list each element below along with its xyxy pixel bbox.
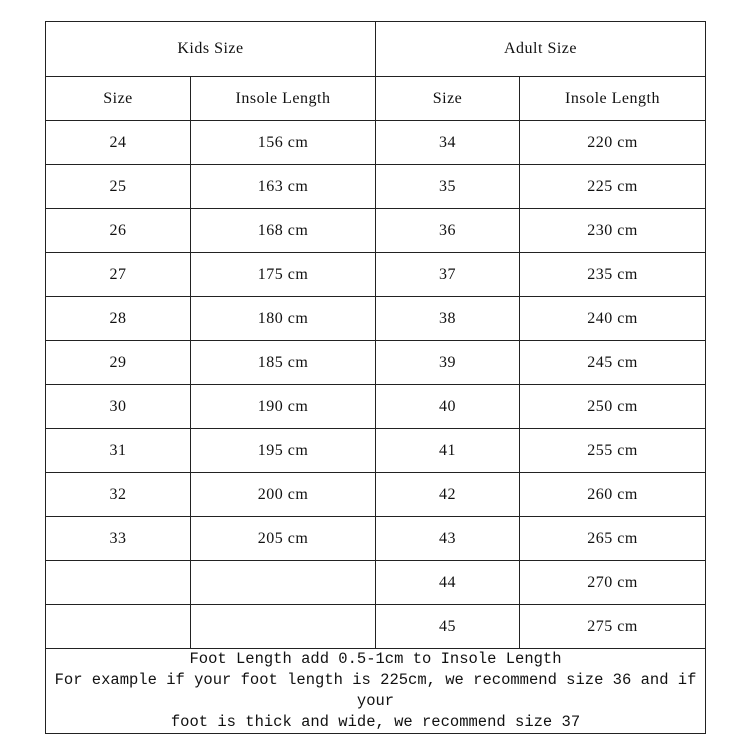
adult-size-cell: 45 [376,605,520,649]
table-row [46,561,706,605]
kids-size-cell: 25 [46,165,191,209]
kids-insole-cell: 175 cm [191,253,376,297]
kids-size-cell: 29 [46,341,191,385]
table-row [46,517,706,561]
adult-size-cell: 35 [376,165,520,209]
table-row [46,121,706,165]
kids-size-cell: 31 [46,429,191,473]
table-row [46,341,706,385]
adult-insole-cell: 230 cm [520,209,706,253]
kids-size-column-header: Size [46,77,191,121]
table-row [46,385,706,429]
table-row [46,209,706,253]
adult-size-cell: 42 [376,473,520,517]
column-header-row [46,77,706,121]
kids-size-cell: 27 [46,253,191,297]
table-row [46,473,706,517]
adult-insole-cell: 265 cm [520,517,706,561]
adult-size-group-header: Adult Size [376,22,706,77]
kids-size-cell: 28 [46,297,191,341]
fit-note [46,649,706,734]
adult-insole-cell: 255 cm [520,429,706,473]
adult-size-cell: 44 [376,561,520,605]
adult-insole-cell: 225 cm [520,165,706,209]
fit-note-line-1: Foot Length add 0.5-1cm to Insole Length [189,650,562,668]
kids-size-cell: 33 [46,517,191,561]
kids-size-cell [46,605,191,649]
table-row [46,165,706,209]
adult-size-cell: 40 [376,385,520,429]
adult-insole-cell: 240 cm [520,297,706,341]
kids-insole-cell [191,605,376,649]
adult-size-cell: 38 [376,297,520,341]
kids-size-group-header: Kids Size [46,22,376,77]
adult-insole-cell: 235 cm [520,253,706,297]
kids-insole-cell: 195 cm [191,429,376,473]
adult-insole-cell: 260 cm [520,473,706,517]
table-row [46,253,706,297]
adult-size-cell: 37 [376,253,520,297]
adult-insole-cell: 245 cm [520,341,706,385]
kids-size-cell: 26 [46,209,191,253]
fit-note-line-2: For example if your foot length is 225cm, we recommend size 36 and if your [54,671,697,710]
kids-size-cell: 32 [46,473,191,517]
adult-insole-cell: 275 cm [520,605,706,649]
adult-insole-cell: 250 cm [520,385,706,429]
adult-insole-cell: 270 cm [520,561,706,605]
size-chart-body [46,22,706,649]
adult-size-column-header: Size [376,77,520,121]
kids-insole-cell: 163 cm [191,165,376,209]
table-row [46,297,706,341]
kids-insole-cell: 180 cm [191,297,376,341]
fit-note-row [46,649,706,734]
kids-insole-column-header: Insole Length [191,77,376,121]
adult-size-cell: 43 [376,517,520,561]
adult-size-cell: 36 [376,209,520,253]
kids-insole-cell: 156 cm [191,121,376,165]
kids-insole-cell: 200 cm [191,473,376,517]
size-chart-table [45,21,706,734]
adult-size-cell: 39 [376,341,520,385]
fit-note-line-3: foot is thick and wide, we recommend size 37 [170,713,581,731]
kids-insole-cell: 185 cm [191,341,376,385]
adult-insole-column-header: Insole Length [520,77,706,121]
kids-insole-cell: 205 cm [191,517,376,561]
kids-size-cell [46,561,191,605]
table-row [46,429,706,473]
group-header-row [46,22,706,77]
kids-insole-cell: 168 cm [191,209,376,253]
kids-insole-cell: 190 cm [191,385,376,429]
table-row [46,605,706,649]
kids-insole-cell [191,561,376,605]
adult-insole-cell: 220 cm [520,121,706,165]
adult-size-cell: 41 [376,429,520,473]
kids-size-cell: 30 [46,385,191,429]
kids-size-cell: 24 [46,121,191,165]
adult-size-cell: 34 [376,121,520,165]
